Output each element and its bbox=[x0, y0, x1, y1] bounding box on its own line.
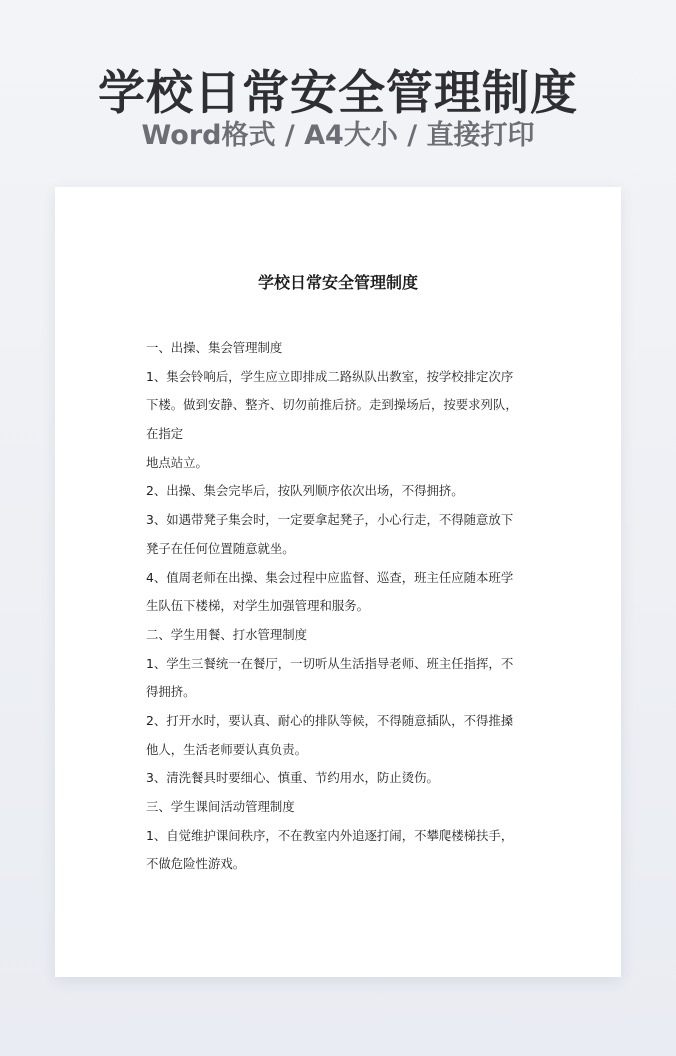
paragraph-line: 3、如遇带凳子集会时，一定要拿起凳子，小心行走，不得随意放下 bbox=[146, 512, 514, 528]
paragraph-line: 得拥挤。 bbox=[146, 684, 196, 700]
document-body bbox=[146, 334, 532, 879]
paragraph-line: 下楼。做到安静、整齐、切勿前推后挤。走到操场后，按要求列队， bbox=[146, 397, 518, 413]
paragraph-line: 2、打开水时，要认真、耐心的排队等候，不得随意插队，不得推搡 bbox=[146, 712, 514, 728]
paragraph-line: 1、自觉维护课间秩序，不在教室内外追逐打闹，不攀爬楼梯扶手， bbox=[146, 827, 514, 843]
paragraph-line: 在指定 bbox=[146, 426, 184, 442]
paragraph-line: 3、清洗餐具时要细心、慎重、节约用水，防止烫伤。 bbox=[146, 770, 439, 786]
paragraph-line: 生队伍下楼梯，对学生加强管理和服务。 bbox=[146, 598, 370, 614]
document-title: 学校日常安全管理制度 bbox=[257, 273, 418, 292]
paragraph-line: 凳子在任何位置随意就坐。 bbox=[146, 540, 295, 556]
paragraph-line: 1、集会铃响后，学生应立即排成二路纵队出教室，按学校排定次序 bbox=[146, 368, 514, 384]
section-heading: 一、出操、集会管理制度 bbox=[146, 340, 283, 355]
paragraph-line: 他人，生活老师要认真负责。 bbox=[146, 741, 308, 757]
paragraph-line: 4、值周老师在出操、集会过程中应监督、巡查，班主任应随本班学 bbox=[146, 569, 514, 585]
paragraph-line: 1、学生三餐统一在餐厅，一切听从生活指导老师、班主任指挥，不 bbox=[146, 655, 514, 671]
paragraph-line: 2、出操、集会完毕后，按队列顺序依次出场，不得拥挤。 bbox=[146, 483, 464, 499]
promo-title: 学校日常安全管理制度 bbox=[98, 66, 578, 121]
paragraph-line: 不做危险性游戏。 bbox=[146, 856, 246, 872]
section-heading: 三、学生课间活动管理制度 bbox=[146, 799, 295, 814]
section-heading: 二、学生用餐、打水管理制度 bbox=[146, 626, 308, 642]
promo-subtitle: Word格式 / A4大小 / 直接打印 bbox=[141, 120, 535, 151]
paragraph-line: 地点站立。 bbox=[146, 454, 208, 470]
